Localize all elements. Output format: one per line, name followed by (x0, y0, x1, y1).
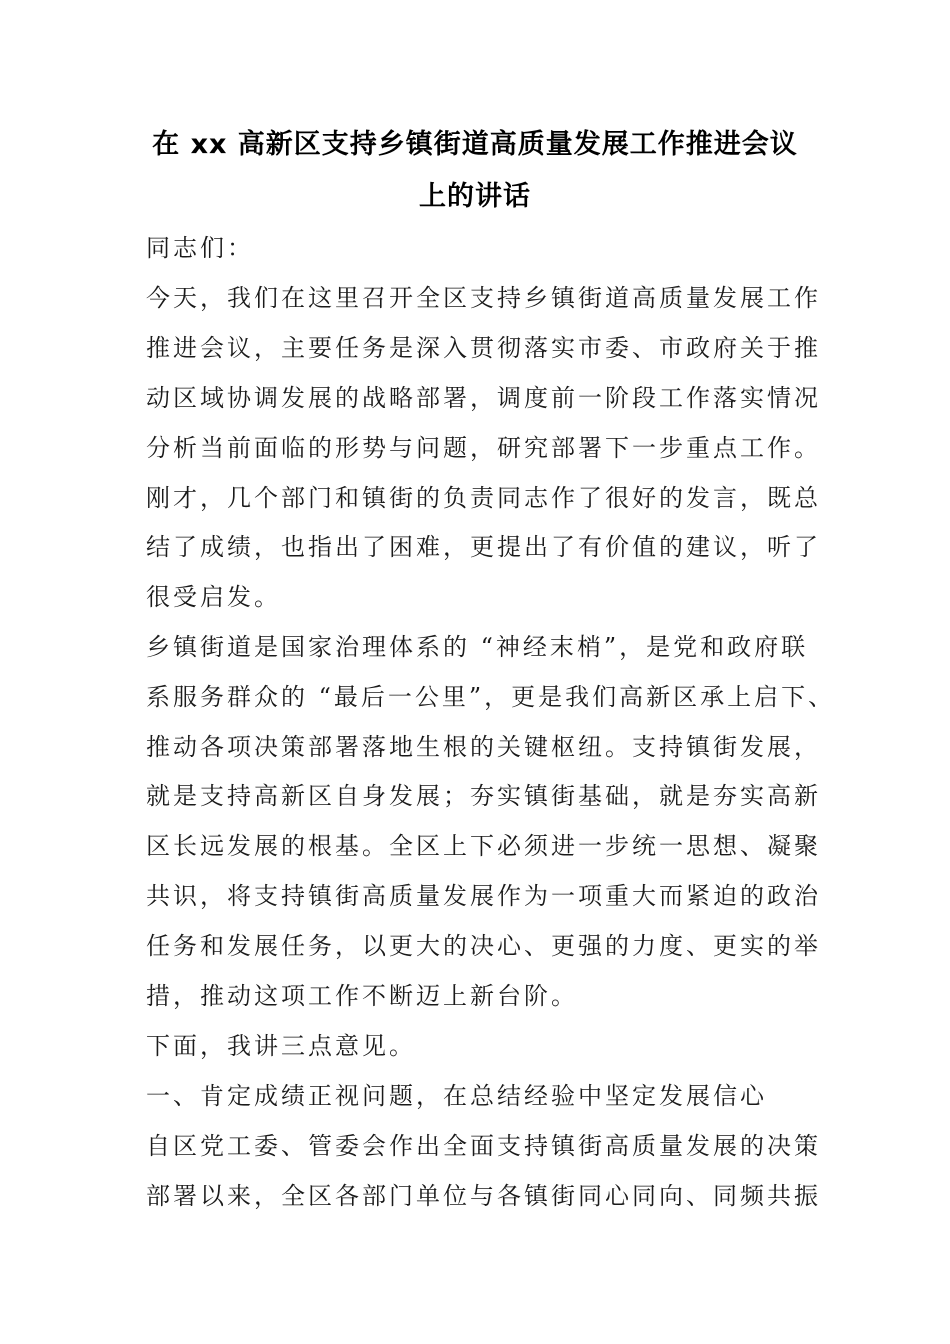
body-line: 区长远发展的根基。全区上下必须进一步统一思想、凝聚 (146, 832, 821, 860)
body-line: 共识，将支持镇街高质量发展作为一项重大而紧迫的政治 (146, 882, 821, 910)
body-line: 推动各项决策部署落地生根的关键枢纽。支持镇街发展， (146, 733, 821, 761)
salutation: 同志们： (146, 234, 254, 262)
body-line: 刚才，几个部门和镇街的负责同志作了很好的发言，既总 (146, 484, 821, 512)
body-line: 很受启发。 (146, 583, 281, 611)
body-line: 任务和发展任务，以更大的决心、更强的力度、更实的举 (146, 932, 821, 960)
body-line: 部署以来，全区各部门单位与各镇街同心同向、同频共振 (146, 1182, 821, 1210)
body-line: 下面，我讲三点意见。 (146, 1032, 416, 1060)
body-line: 结了成绩，也指出了困难，更提出了有价值的建议，听了 (146, 533, 821, 561)
body-line: 分析当前面临的形势与问题，研究部署下一步重点工作。 (146, 434, 821, 462)
section-heading: 一、肯定成绩正视问题，在总结经验中坚定发展信心 (146, 1082, 767, 1110)
title-line-2: 上的讲话 (419, 181, 531, 212)
body-line: 系服务群众的 “最后一公里”，更是我们高新区承上启下、 (146, 683, 836, 711)
body-line: 就是支持高新区自身发展；夯实镇街基础，就是夯实高新 (146, 782, 821, 810)
body-line: 推进会议，主要任务是深入贯彻落实市委、市政府关于推 (146, 334, 821, 362)
body-line: 乡镇街道是国家治理体系的 “神经末梢”，是党和政府联 (146, 633, 809, 661)
body-line: 自区党工委、管委会作出全面支持镇街高质量发展的决策 (146, 1132, 821, 1160)
body-line: 动区域协调发展的战略部署，调度前一阶段工作落实情况 (146, 384, 821, 412)
body-line: 今天，我们在这里召开全区支持乡镇街道高质量发展工作 (146, 284, 821, 312)
body-line: 措，推动这项工作不断迈上新台阶。 (146, 982, 578, 1010)
title-line-1: 在 xx 高新区支持乡镇街道高质量发展工作推进会议 (152, 129, 798, 160)
